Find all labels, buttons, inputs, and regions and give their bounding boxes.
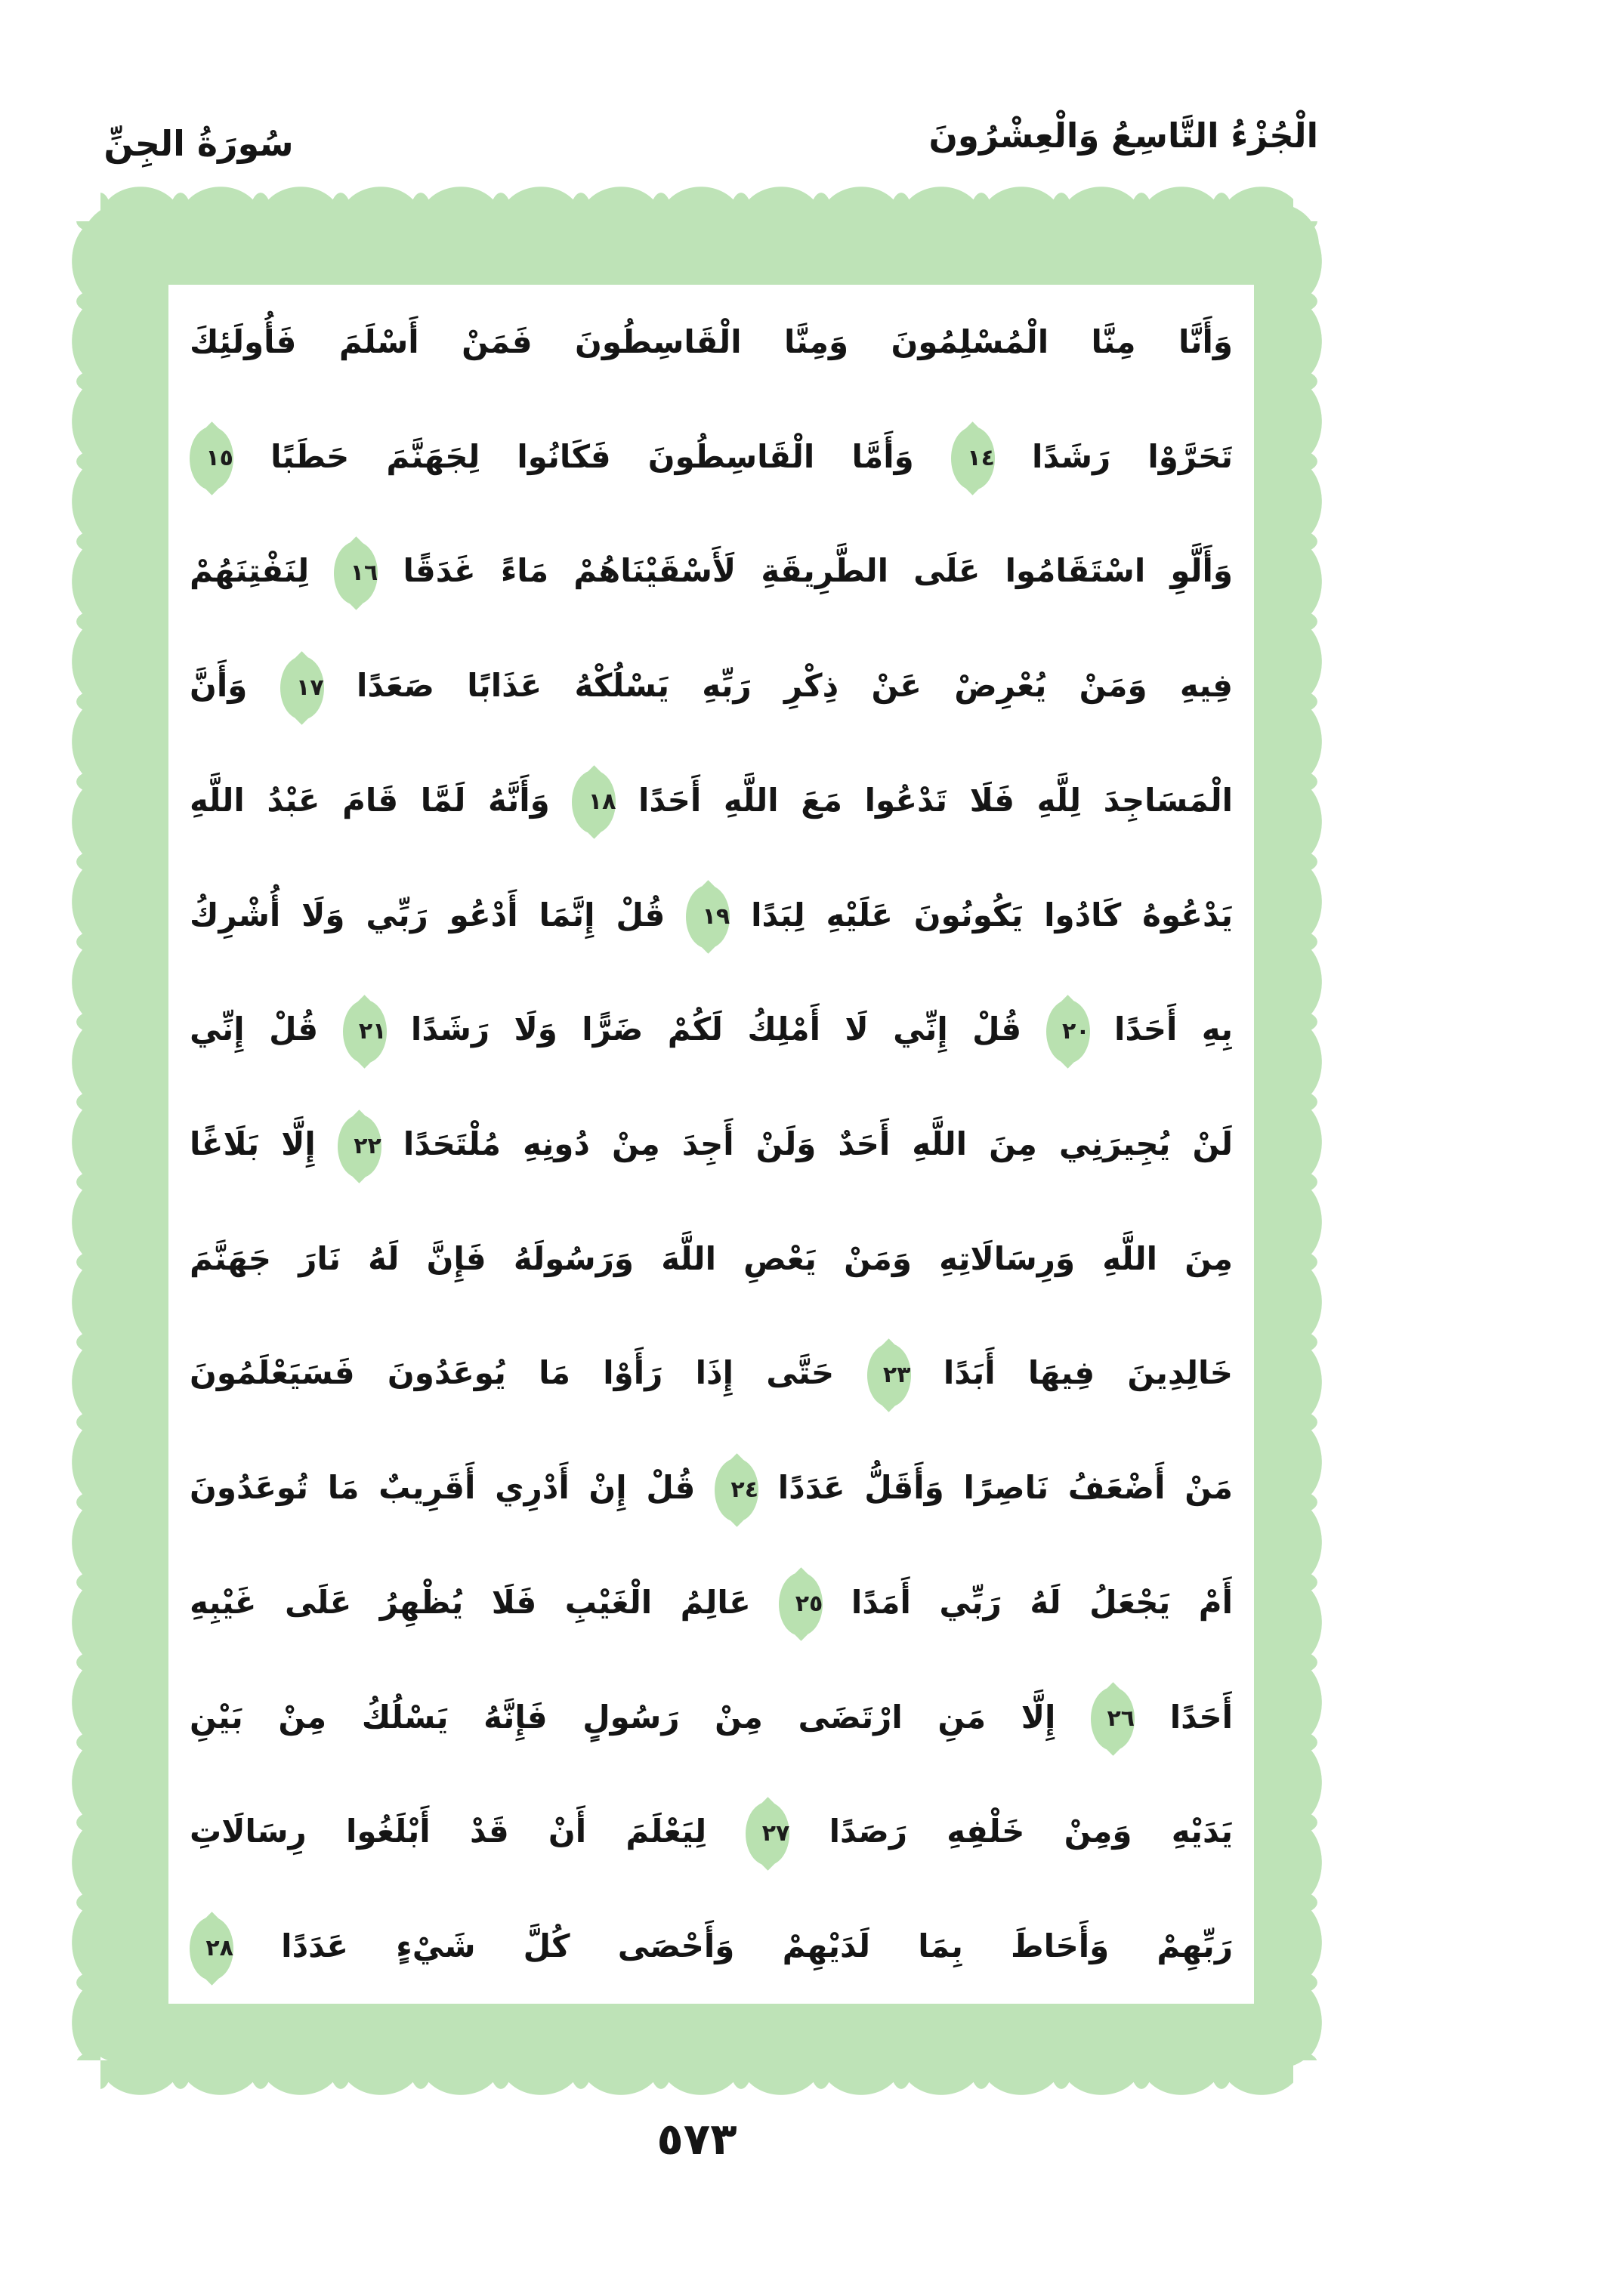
quran-line bbox=[168, 1545, 1254, 1660]
ayah-text: عَالِمُ الْغَيْبِ فَلَا يُظْهِرُ عَلَى غَيْبِهِ bbox=[190, 1583, 751, 1621]
ayah-end-marker: ١٧ bbox=[280, 656, 324, 720]
page-number: ٥٧٣ bbox=[656, 2113, 737, 2165]
ayah-text: يَدْعُوهُ كَادُوا يَكُونُونَ عَلَيْهِ لِبَدًا bbox=[751, 896, 1234, 934]
ayah-text: الْمَسَاجِدَ لِلَّهِ فَلَا تَدْعُوا مَعَ اللَّهِ أَحَدًا bbox=[638, 781, 1233, 819]
ayah-text: وَأَلَّوِ اسْتَقَامُوا عَلَى الطَّرِيقَةِ لَأَسْقَيْنَاهُمْ مَاءً غَدَقًا bbox=[403, 552, 1234, 590]
quran-line bbox=[168, 743, 1254, 858]
ayah-text: لَنْ يُجِيرَنِي مِنَ اللَّهِ أَحَدٌ وَلَنْ أَجِدَ مِنْ دُونِهِ مُلْتَحَدًا bbox=[403, 1125, 1234, 1163]
ayah-text: لِنَفْتِنَهُمْ bbox=[190, 552, 310, 590]
ayah-text: أَحَدًا bbox=[1169, 1698, 1234, 1736]
ayah-end-marker: ٢٣ bbox=[867, 1344, 911, 1407]
frame-scallop-top bbox=[100, 187, 1293, 221]
ayah-text: لِيَعْلَمَ أَنْ قَدْ أَبْلَغُوا رِسَالَاتِ bbox=[190, 1813, 707, 1850]
ayah-text: قُلْ إِنْ أَدْرِي أَقَرِيبٌ مَا تُوعَدُونَ bbox=[190, 1469, 696, 1507]
ayah-end-marker: ١٦ bbox=[334, 542, 378, 605]
ayah-end-marker: ١٨ bbox=[572, 770, 616, 834]
quran-line bbox=[168, 628, 1254, 743]
ayah-text: أَمْ يَجْعَلُ لَهُ رَبِّي أَمَدًا bbox=[851, 1583, 1233, 1621]
ayah-end-marker: ١٤ bbox=[951, 427, 995, 490]
ayah-text: بِهِ أَحَدًا bbox=[1114, 1011, 1234, 1048]
quran-lines bbox=[168, 285, 1254, 2004]
ayah-text: وَأَنَّ bbox=[190, 667, 248, 705]
quran-line bbox=[168, 1660, 1254, 1775]
quran-line bbox=[168, 1430, 1254, 1545]
ayah-end-marker: ٢٥ bbox=[779, 1572, 823, 1636]
juz-header: الْجُزْءُ التَّاسِعُ وَالْعِشْرُونَ bbox=[928, 116, 1318, 156]
ayah-text: قُلْ إِنَّمَا أَدْعُو رَبِّي وَلَا أُشْرِكُ bbox=[190, 896, 666, 934]
ayah-text: خَالِدِينَ فِيهَا أَبَدًا bbox=[943, 1354, 1234, 1392]
ayah-end-marker: ١٩ bbox=[686, 885, 730, 949]
quran-line bbox=[168, 1087, 1254, 1202]
quran-line bbox=[168, 1889, 1254, 2004]
quran-line bbox=[168, 972, 1254, 1087]
ayah-text: قُلْ إِنِّي لَا أَمْلِكُ لَكُمْ ضَرًّا وَلَا رَشَدًا bbox=[410, 1011, 1022, 1048]
ayah-end-marker: ٢٠ bbox=[1046, 1000, 1090, 1063]
quran-line bbox=[168, 858, 1254, 973]
ayah-text: يَدَيْهِ وَمِنْ خَلْفِهِ رَصَدًا bbox=[829, 1813, 1233, 1850]
ayah-end-marker: ٢٧ bbox=[746, 1802, 789, 1866]
quran-line bbox=[168, 1202, 1254, 1316]
ayah-text: مِنَ اللَّهِ وَرِسَالَاتِهِ وَمَنْ يَعْصِ اللَّهَ وَرَسُولَهُ فَإِنَّ لَهُ نَارَ جَهَنَّمَ bbox=[190, 1239, 1233, 1277]
ayah-text: وَأَنَّا مِنَّا الْمُسْلِمُونَ وَمِنَّا الْقَاسِطُونَ فَمَنْ أَسْلَمَ فَأُولَئِكَ bbox=[190, 323, 1233, 360]
frame-scallop-right bbox=[1293, 221, 1322, 2060]
ayah-text: تَحَرَّوْا رَشَدًا bbox=[1032, 437, 1234, 475]
surah-name-header: سُورَةُ الجِنِّ bbox=[103, 123, 294, 164]
quran-line bbox=[168, 1316, 1254, 1430]
ayah-text: إِلَّا مَنِ ارْتَضَى مِنْ رَسُولٍ فَإِنَّهُ يَسْلُكُ مِنْ بَيْنِ bbox=[190, 1698, 1056, 1736]
ayah-end-marker: ٢٢ bbox=[338, 1115, 381, 1178]
quran-line bbox=[168, 514, 1254, 628]
ayah-end-marker: ٢٦ bbox=[1091, 1687, 1135, 1751]
frame-scallop-left bbox=[72, 221, 100, 2060]
ayah-text: وَأَمَّا الْقَاسِطُونَ فَكَانُوا لِجَهَنَّمَ حَطَبًا bbox=[270, 437, 914, 475]
ayah-text: حَتَّى إِذَا رَأَوْا مَا يُوعَدُونَ فَسَيَعْلَمُونَ bbox=[190, 1354, 835, 1392]
ayah-text: فِيهِ وَمَنْ يُعْرِضْ عَنْ ذِكْرِ رَبِّهِ يَسْلُكْهُ عَذَابًا صَعَدًا bbox=[356, 667, 1233, 705]
ayah-end-marker: ٢٤ bbox=[715, 1458, 758, 1522]
ayah-end-marker: ١٥ bbox=[190, 427, 233, 490]
ayah-text: رَبِّهِمْ وَأَحَاطَ بِمَا لَدَيْهِمْ وَأَحْصَى كُلَّ شَيْءٍ عَدَدًا bbox=[281, 1927, 1233, 1965]
ayah-text: وَأَنَّهُ لَمَّا قَامَ عَبْدُ اللَّهِ bbox=[190, 781, 550, 819]
frame-scallop-bottom bbox=[100, 2060, 1293, 2095]
ayah-end-marker: ٢١ bbox=[343, 1000, 387, 1063]
quran-line bbox=[168, 1774, 1254, 1889]
ayah-end-marker: ٢٨ bbox=[190, 1917, 233, 1980]
ayah-text: قُلْ إِنِّي bbox=[190, 1011, 319, 1048]
ayah-text: مَنْ أَضْعَفُ نَاصِرًا وَأَقَلُّ عَدَدًا bbox=[777, 1469, 1233, 1507]
ayah-text: إِلَّا بَلَاغًا bbox=[190, 1125, 316, 1163]
quran-line bbox=[168, 400, 1254, 514]
quran-line bbox=[168, 285, 1254, 400]
